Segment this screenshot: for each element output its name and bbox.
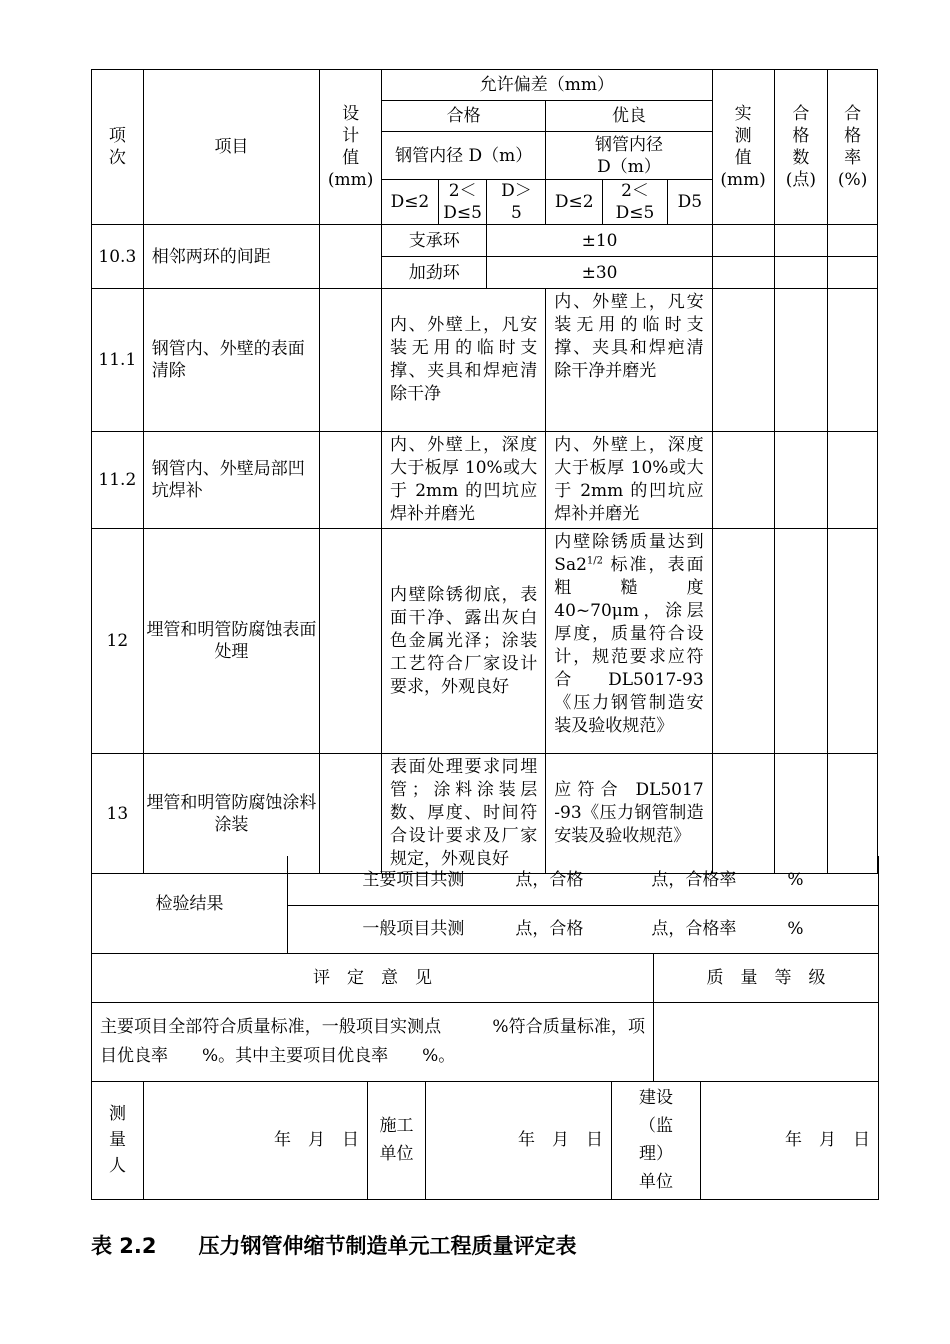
header-d2: 2＜ D≤5 [438,180,487,225]
row-excellent-requirement: 内、外壁上，深度大于板厚 10%或大于 2mm 的凹坑应焊补并磨光 [546,432,712,529]
row-item: 钢管内、外壁的表面清除 [143,289,319,432]
row-pass-rate [828,257,878,289]
header-measured: 实 测 值 (mm) [712,70,774,225]
row-pass-rate [828,529,878,754]
header-pass-rate: 合 格 率 (%) [828,70,878,225]
signature-table [91,1081,879,1200]
row-pass-rate [828,225,878,257]
evaluation-grade-label: 质 量 等 级 [654,954,879,1003]
row-sub1-label: 支承环 [382,225,487,257]
row-pass-count [774,289,828,432]
row-pass-rate [828,432,878,529]
table-row [92,432,878,529]
row-measured [712,225,774,257]
row-item: 相邻两环的间距 [143,225,319,289]
row-seq: 13 [92,754,144,874]
row-sub2-label: 加劲环 [382,257,487,289]
table-caption: 表 2.2 压力钢管伸缩节制造单元工程质量评定表 [91,1234,577,1258]
row-pass-requirement: 内、外壁上，深度大于板厚 10%或大于 2mm 的凹坑应焊补并磨光 [382,432,546,529]
table-row [92,289,878,432]
measurer-date: 年 月 日 [144,1081,368,1199]
row-pass-count [774,225,828,257]
table-row [92,529,878,754]
row-measured [712,257,774,289]
header-tolerance: 允许偏差（mm） [382,70,713,101]
row-design [320,225,382,289]
header-pipe-diameter-pass: 钢管内径 D（m） [382,132,546,180]
evaluation-opinion-label: 评 定 意 见 [92,954,654,1003]
row-design [320,432,382,529]
row-measured [712,289,774,432]
row-seq: 10.3 [92,225,144,289]
header-seq: 项 次 [92,70,144,225]
row-pass-rate [828,289,878,432]
row-seq: 12 [92,529,144,754]
row-item: 埋管和明管防腐蚀涂料涂装 [143,754,319,874]
row-pass-count [774,257,828,289]
header-d1: D≤2 [382,180,439,225]
row-pass-count [774,529,828,754]
row-design [320,529,382,754]
row-pass-count [774,432,828,529]
constructor-date: 年 月 日 [426,1081,612,1199]
row-measured [712,432,774,529]
row-sub2-value: ±30 [487,257,712,289]
header-excellent: 优良 [546,101,712,132]
header-pass-count: 合 格 数 (点) [774,70,828,225]
quality-table [91,69,878,874]
result-main-line: 主要项目共测 点，合格 点，合格率 % [288,856,879,905]
row-seq: 11.1 [92,289,144,432]
row-design [320,289,382,432]
header-d6: D5 [667,180,712,225]
row-pass-requirement: 表面处理要求同埋管；涂料涂装层数、厚度、时间符合设计要求及厂家规定，外观良好 [382,754,546,874]
row-excellent-requirement: 内壁除锈质量达到 $Sa2^{1/2}$ 标准，表面粗糙度 40~70μm，涂层厚度，质量符合设计，规范要求应符合 DL5017-93《压力钢管制造安装及验收规范》 [546,529,712,754]
header-pass: 合格 [382,101,546,132]
constructor-label: 施工 单位 [368,1081,426,1199]
row-seq: 11.2 [92,432,144,529]
row-item: 钢管内、外壁局部凹坑焊补 [143,432,319,529]
evaluation-opinion-text: 主要项目全部符合质量标准，一般项目实测点 %符合质量标准，项目优良率 %。其中主要项目优良率 %。 [92,1003,654,1082]
header-design: 设 计 值 (mm) [320,70,382,225]
owner-label: 建设 （监 理） 单位 [612,1081,701,1199]
row-sub1-value: ±10 [487,225,712,257]
owner-date: 年 月 日 [701,1081,879,1199]
header-item: 项目 [143,70,319,225]
evaluation-table [91,953,879,1082]
header-pipe-diameter-excellent: 钢管内径 D（m） [546,132,712,180]
row-pass-requirement: 内、外壁上，凡安装无用的临时支撑、夹具和焊疤清除干净 [382,289,546,432]
table-row [92,225,878,257]
evaluation-grade-value [654,1003,879,1082]
row-excellent-requirement: 内、外壁上，凡安装无用的临时支撑、夹具和焊疤清除干净并磨光 [546,289,712,432]
header-d3: D＞ 5 [487,180,546,225]
measurer-label: 测 量 人 [92,1081,144,1199]
header-d4: D≤2 [546,180,603,225]
row-measured [712,529,774,754]
row-excellent-requirement: 应符合 DL5017 -93《压力钢管制造安装及验收规范》 [546,754,712,874]
row-pass-requirement: 内壁除锈彻底，表面干净、露出灰白色金属光泽；涂装工艺符合厂家设计要求，外观良好 [382,529,546,754]
result-label: 检验结果 [92,856,288,953]
inspection-result-table [91,856,879,954]
header-d5: 2＜ D≤5 [603,180,668,225]
row-item: 埋管和明管防腐蚀表面处理 [143,529,319,754]
result-general-line: 一般项目共测 点，合格 点，合格率 % [288,905,879,953]
